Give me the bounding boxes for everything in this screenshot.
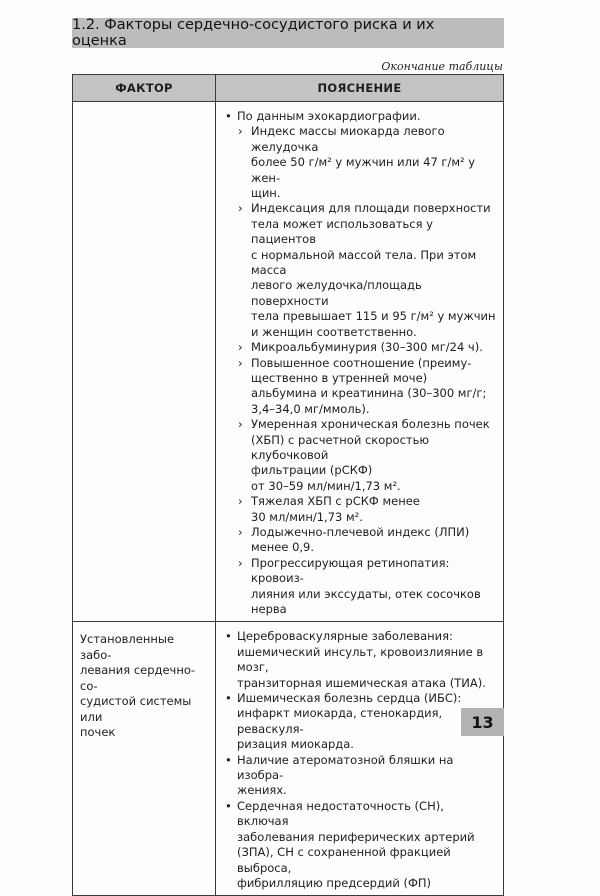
- factor-cell: [73, 622, 216, 896]
- line: (ХБП) с расчетной скоростью клубочковой: [251, 432, 430, 462]
- line: › Прогрессирующая ретинопатия: кровоиз-: [251, 555, 450, 586]
- line: судистой системы или: [80, 694, 192, 724]
- bullet-item: [224, 109, 497, 124]
- line: тела превышает 115 и 95 г/м² у мужчин: [251, 309, 496, 324]
- sub-item: [224, 417, 497, 494]
- line: (ЗПА), СН с сохраненной фракцией выброса,: [237, 845, 451, 875]
- table-header-row: [73, 75, 504, 102]
- explanation-cell: [216, 102, 504, 622]
- bullet-text: По данным эхокардиографии.: [237, 109, 421, 123]
- line: щин.: [251, 186, 281, 201]
- line: тела может использоваться у пациентов: [251, 216, 433, 247]
- line: с нормальной массой тела. При этом масса: [251, 247, 477, 278]
- line: • Сердечная недостаточность (СН), включая: [237, 798, 444, 829]
- line: левания сердечно-со-: [80, 663, 196, 693]
- line: › Индекс массы миокарда левого желудочка: [251, 124, 445, 154]
- line: альбумина и креатинина (30–300 мг/г;: [251, 386, 487, 401]
- sub-item: [224, 124, 497, 201]
- line: жениях.: [237, 783, 287, 798]
- section-title: 1.2. Факторы сердечно-сосудистого риска и их оценка: [72, 17, 435, 49]
- line: от 30–59 мл/мин/1,73 м².: [251, 478, 401, 493]
- line: • Наличие атероматозной бляшки на изобра-: [237, 752, 454, 783]
- sub-item: [224, 525, 497, 556]
- bullet-item: [224, 799, 497, 891]
- line: › Индексация для площади поверхности: [251, 201, 491, 216]
- line: и женщин соответственно.: [251, 324, 417, 339]
- line: инфаркт миокарда, стенокардия, реваскуля-: [237, 706, 443, 736]
- line: более 50 г/м² у мужчин или 47 г/м² у жен-: [251, 155, 476, 185]
- risk-factors-table: [72, 74, 504, 896]
- line: ишемический инсульт, кровоизлияние в мозг,: [237, 644, 484, 675]
- table-row: [73, 102, 504, 622]
- table-continuation-caption: Окончание таблицы: [381, 60, 503, 73]
- column-header-factor: ФАКТОР: [73, 75, 216, 102]
- line: Установленные забо-: [80, 632, 175, 662]
- bullet-item: [224, 691, 497, 753]
- explanation-cell: [216, 622, 504, 896]
- line: › Повышенное соотношение (преиму-: [251, 355, 472, 370]
- sub-item: [224, 340, 497, 355]
- line: › Умеренная хроническая болезнь почек: [251, 417, 490, 432]
- bullet-item: [224, 753, 497, 799]
- line: менее 0,9.: [251, 540, 315, 555]
- line: левого желудочка/площадь поверхности: [251, 278, 422, 308]
- column-header-explanation: ПОЯСНЕНИЕ: [216, 75, 504, 102]
- sub-item: [224, 556, 497, 618]
- line: фибрилляцию предсердий (ФП): [237, 875, 432, 890]
- line: • Ишемическая болезнь сердца (ИБС):: [237, 691, 462, 706]
- line: фильтрации (рСКФ): [251, 463, 373, 478]
- line: транзиторная ишемическая атака (ТИА).: [237, 675, 486, 690]
- line: › Микроальбуминурия (30–300 мг/24 ч).: [251, 340, 483, 355]
- line: › Лодыжечно-плечевой индекс (ЛПИ): [251, 524, 470, 539]
- sub-item: [224, 201, 497, 340]
- line: • Цереброваскулярные заболевания:: [237, 629, 453, 644]
- line: 3,4–34,0 мг/ммоль).: [251, 401, 370, 416]
- line: щественно в утренней моче): [251, 370, 428, 385]
- line: › Тяжелая ХБП с рСКФ менее: [251, 494, 420, 509]
- factor-cell: [73, 102, 216, 622]
- line: лияния или экссудаты, отек сосочков нерва: [251, 586, 481, 616]
- line: заболевания периферических артерий: [237, 829, 475, 844]
- page-number: 13: [461, 708, 504, 736]
- line: 30 мл/мин/1,73 м².: [251, 509, 363, 524]
- line: почек: [80, 725, 116, 740]
- line: ризация миокарда.: [237, 737, 354, 752]
- bullet-item: [224, 629, 497, 691]
- section-header: [72, 18, 504, 48]
- table-row: [73, 622, 504, 896]
- sub-item: [224, 494, 497, 525]
- sub-item: [224, 356, 497, 418]
